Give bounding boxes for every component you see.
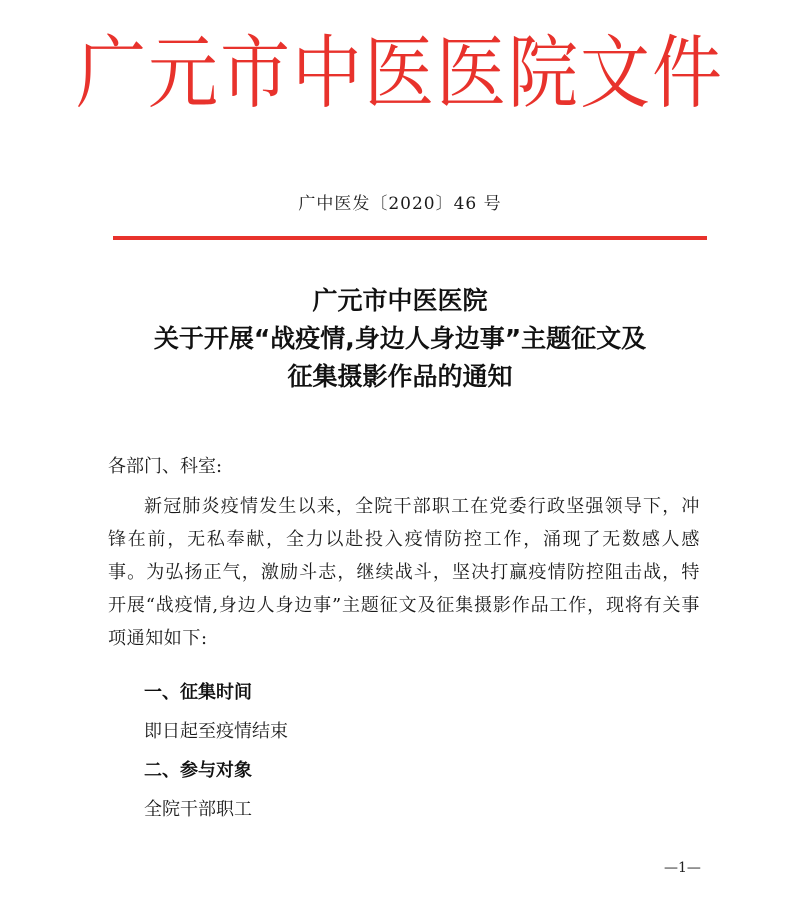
- red-divider-line: [113, 236, 707, 240]
- notice-title-line-3: 征集摄影作品的通知: [287, 362, 513, 391]
- document-number: 广中医发〔2020〕46 号: [298, 194, 502, 214]
- notice-title-line-1: 广元市中医医院: [312, 286, 488, 315]
- section-heading-collection-time: 一、征集时间: [144, 682, 252, 703]
- document-header-title: 广元市中医医院文件: [76, 26, 724, 120]
- notice-title-line-2: 关于开展“战疫情,身边人身边事”主题征文及: [153, 324, 647, 353]
- salutation: 各部门、科室:: [108, 456, 223, 477]
- notice-title: [0, 282, 800, 396]
- section-content-participants: 全院干部职工: [144, 799, 252, 820]
- intro-paragraph: 新冠肺炎疫情发生以来，全院干部职工在党委行政坚强领导下，冲锋在前，无私奉献，全力以赴投入疫情防控工作，涌现了无数感人感事。为弘扬正气，激励斗志，继续战斗，坚决打赢疫情防控阻击战，特开展“战疫情,身边人身边事”主题征文及征集摄影作品工作，现将有关事项通知如下:: [108, 496, 700, 649]
- section-heading-participants: 二、参与对象: [144, 760, 252, 781]
- page-number: —1—: [664, 860, 701, 876]
- section-content-collection-time: 即日起至疫情结束: [144, 721, 288, 742]
